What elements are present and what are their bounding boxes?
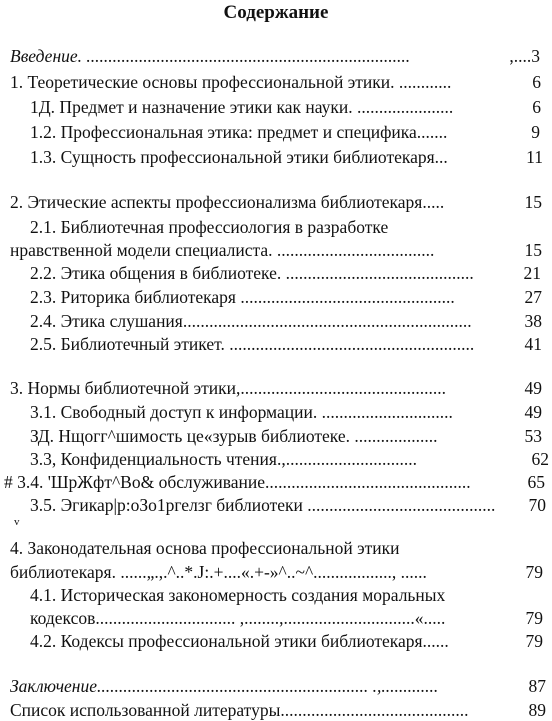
toc-entry-page: 89 bbox=[528, 700, 546, 720]
toc-entry-page: 87 bbox=[528, 676, 546, 696]
toc-entry-text: 2.4. Этика слушания.................................................................. bbox=[30, 311, 472, 331]
toc-entry-1-3 bbox=[30, 146, 543, 168]
toc-entry-1-1 bbox=[30, 96, 541, 118]
stray-mark: v bbox=[14, 516, 20, 528]
toc-entry-2-1 bbox=[30, 216, 542, 238]
toc-entry-page: 15 bbox=[524, 240, 542, 260]
toc-entry-text: 2.2. Этика общения в библиотеке. ........................................... bbox=[30, 263, 474, 283]
toc-entry-text: 1. Теоретические основы профессиональной этики. ............ bbox=[10, 72, 452, 92]
toc-entry-page: 49 bbox=[524, 378, 542, 398]
toc-entry-page: 38 bbox=[524, 311, 542, 331]
toc-entry-text: Заключение.............................................................. .,............. bbox=[10, 676, 439, 696]
toc-entry-page: 11 bbox=[526, 147, 543, 167]
toc-entry-text: 4.2. Кодексы профессиональной этики библиотекаря...... bbox=[30, 631, 449, 651]
toc-entry-text: библиотекаря. ......„.,.^..*.J:.+....«.+-»^..~^.................., ...... bbox=[10, 562, 427, 582]
toc-entry-page: 79 bbox=[525, 562, 543, 582]
toc-entry-introduction bbox=[10, 45, 540, 67]
toc-entry-text: 2. Этические аспекты профессионализма библиотекаря..... bbox=[10, 192, 445, 212]
toc-entry-text: Список использованной литературы........................................... bbox=[10, 700, 469, 720]
page-title: Содержание bbox=[223, 2, 329, 23]
toc-entry-page: 21 bbox=[523, 263, 541, 283]
toc-entry-text: 3.3, Конфиденциальность чтения.,.............................. bbox=[30, 449, 417, 469]
toc-entry-page: 6 bbox=[532, 72, 541, 92]
toc-entry-conclusion bbox=[10, 675, 546, 697]
toc-entry-3-3 bbox=[30, 448, 549, 470]
toc-entry-text: кодексов................................ ,........,..............................«..... bbox=[30, 608, 446, 628]
toc-entry-page: 15 bbox=[524, 192, 542, 212]
toc-entry-text: 4. Законодательная основа профессиональной этики bbox=[10, 538, 400, 558]
toc-entry-page: 70 bbox=[528, 495, 546, 515]
toc-entry-page: 79 bbox=[525, 631, 543, 651]
toc-entry-2-4 bbox=[30, 310, 542, 332]
toc-entry-page: 53 bbox=[524, 426, 542, 446]
toc-entry-page: 62 bbox=[531, 449, 549, 469]
toc-entry-text: 2.5. Библиотечный этикет. ........................................................ bbox=[30, 334, 475, 354]
toc-entry-1 bbox=[10, 71, 541, 93]
toc-entry-2-5 bbox=[30, 333, 542, 355]
toc-entry-text: 3.5. Эгикар|р:оЗо1ргелзг библиотеки ........................................... bbox=[30, 495, 496, 515]
toc-entry-4 bbox=[10, 537, 543, 559]
toc-entry-bibliography bbox=[10, 699, 546, 721]
toc-entry-3-4 bbox=[4, 471, 545, 493]
toc-entry-page: 79 bbox=[525, 608, 543, 628]
toc-entry-text: 2.3. Риторика библиотекаря ................................................. bbox=[30, 287, 455, 307]
toc-entry-text: 2.1. Библиотечная профессиология в разработке bbox=[30, 217, 389, 237]
toc-entry-3-5 bbox=[30, 494, 546, 516]
toc-entry-4-1-cont bbox=[30, 607, 543, 629]
toc-entry-3 bbox=[10, 377, 542, 399]
toc-entry-page: ,....3 bbox=[509, 46, 540, 66]
toc-entry-text: 4.1. Историческая закономерность создания моральных bbox=[30, 585, 446, 605]
toc-entry-page: 41 bbox=[524, 334, 542, 354]
toc-entry-page: 65 bbox=[527, 472, 545, 492]
toc-entry-text: 1Д. Предмет и назначение этики как науки. ...................... bbox=[30, 97, 454, 117]
toc-entry-4-cont bbox=[10, 561, 543, 583]
toc-entry-4-2 bbox=[30, 630, 543, 652]
toc-entry-1-2 bbox=[30, 121, 540, 143]
toc-entry-4-1 bbox=[30, 584, 543, 606]
toc-entry-3-2 bbox=[30, 425, 542, 447]
toc-entry-text: Введение. .......................................................................... bbox=[10, 46, 411, 66]
toc-entry-text: 3. Нормы библиотечной этики,............................................... bbox=[10, 378, 446, 398]
toc-entry-text: # 3.4. 'ШрЖфт^Во& обслуживание............................................... bbox=[4, 472, 471, 492]
toc-entry-2-1-cont bbox=[10, 239, 542, 261]
toc-entry-page: 27 bbox=[524, 287, 542, 307]
toc-entry-page: 6 bbox=[532, 97, 541, 117]
toc-entry-3-1 bbox=[30, 401, 542, 423]
toc-entry-2 bbox=[10, 191, 542, 213]
toc-entry-text: ЗД. Нщогг^шимость це«зурыв библиотеке. ................... bbox=[30, 426, 438, 446]
toc-entry-2-2 bbox=[30, 262, 541, 284]
toc-entry-text: 3.1. Свободный доступ к информации. .............................. bbox=[30, 402, 453, 422]
toc-entry-text: нравственной модели специалиста. .................................... bbox=[10, 240, 435, 260]
toc-entry-page: 9 bbox=[531, 122, 540, 142]
toc-entry-text: 1.3. Сущность профессиональной этики библиотекаря... bbox=[30, 147, 448, 167]
toc-entry-2-3 bbox=[30, 286, 542, 308]
toc-entry-text: 1.2. Профессиональная этика: предмет и специфика....... bbox=[30, 122, 448, 142]
toc-entry-page: 49 bbox=[524, 402, 542, 422]
